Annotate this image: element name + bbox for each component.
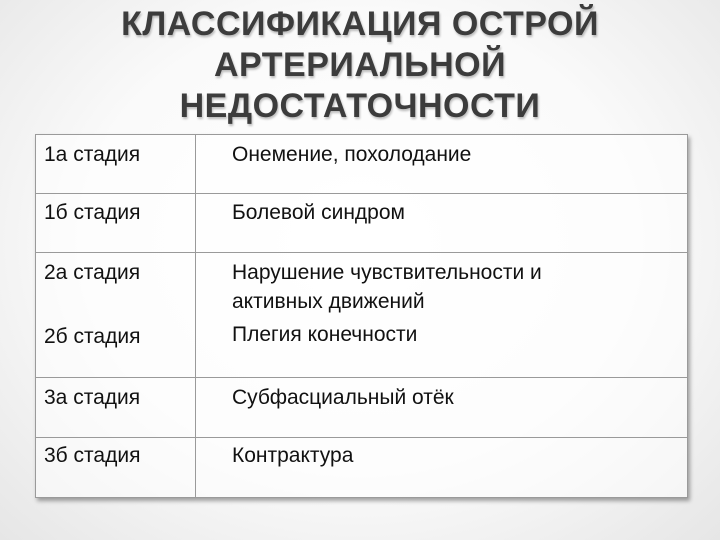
title-line-1: КЛАССИФИКАЦИЯ ОСТРОЙ	[121, 5, 599, 43]
stage-table	[35, 134, 688, 498]
table-row-description-continued: активных движений	[232, 290, 425, 313]
table-row-description: Нарушение чувствительности и	[232, 261, 542, 284]
row-divider	[36, 252, 687, 253]
title-line-3: НЕДОСТАТОЧНОСТИ	[179, 87, 541, 125]
table-row-stage: 2а стадия	[44, 261, 141, 284]
slide-title	[0, 4, 720, 127]
table-row-stage: 2б стадия	[44, 325, 141, 348]
table-row-stage: 3а стадия	[44, 386, 141, 409]
table-row-stage: 1б стадия	[44, 201, 141, 224]
table-row-description: Болевой синдром	[232, 201, 405, 224]
table-row-description: Субфасциальный отёк	[232, 386, 454, 409]
title-line-2: АРТЕРИАЛЬНОЙ	[213, 46, 507, 84]
table-row-description: Плегия конечности	[232, 323, 418, 346]
table-row-description: Контрактура	[232, 444, 354, 467]
row-divider	[36, 437, 687, 438]
table-row-description: Онемение, похолодание	[232, 143, 472, 166]
column-divider	[195, 135, 196, 497]
row-divider	[36, 193, 687, 194]
table-row-stage: 3б стадия	[44, 444, 141, 467]
row-divider	[36, 377, 687, 378]
table-row-stage: 1а стадия	[44, 143, 141, 166]
